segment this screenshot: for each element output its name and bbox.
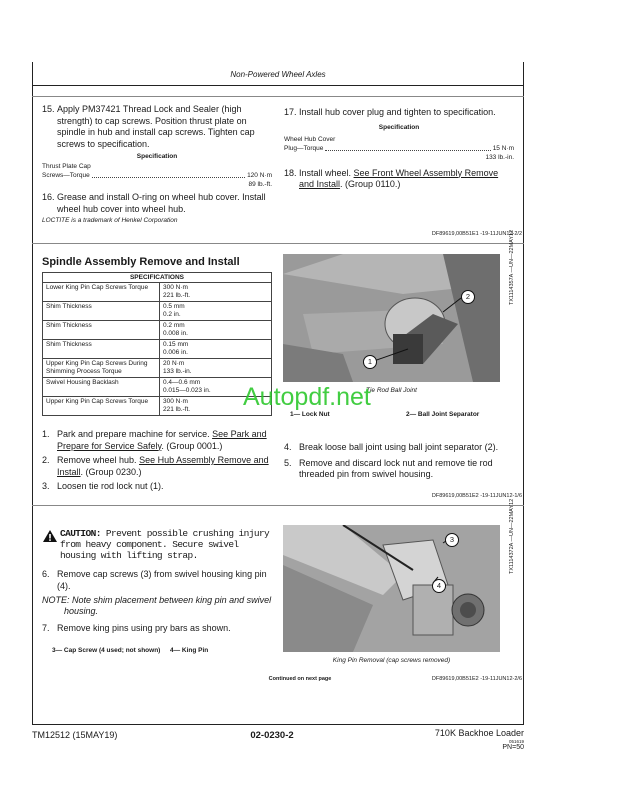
legend-king-pin: 4— King Pin xyxy=(170,647,209,654)
photo-caption-2: King Pin Removal (cap screws removed) xyxy=(332,657,451,664)
table-row: Swivel Housing Backlash 0.4—0.6 mm 0.015—0.023 in. xyxy=(43,378,272,397)
section2-bottom-rule xyxy=(32,505,524,506)
spec-name: Wheel Hub Cover xyxy=(284,135,336,143)
footer-right: 710K Backhoe Loader xyxy=(434,728,524,738)
footer-page-number: 02-0230-2 xyxy=(250,730,294,741)
spec-table-header: SPECIFICATIONS xyxy=(43,273,272,283)
spec-line: Screws—Torque 120 N·m xyxy=(42,172,272,179)
trademark-note: LOCTITE is a trademark of Henkel Corporation xyxy=(42,217,178,224)
photo-caption-1: Tie Rod Ball Joint xyxy=(366,387,417,394)
step-7: 7. Remove king pins using pry bars as shown. xyxy=(42,623,231,633)
page-header-title: Non-Powered Wheel Axles xyxy=(230,70,326,79)
table-row: Shim Thickness 0.2 mm 0.008 in. xyxy=(43,321,272,340)
step-17: 17. Install hub cover plug and tighten to specification. xyxy=(284,107,496,117)
spec-value-2: 89 lb.-ft. xyxy=(248,181,272,188)
spec-heading: Specification xyxy=(136,153,178,160)
section2-right-steps xyxy=(284,442,516,481)
callout-1: 1 xyxy=(363,355,377,369)
section1-left-col xyxy=(42,104,272,225)
step-15: 15. Apply PM37421 Thread Lock and Sealer (high strength) to cap screws. Position thrust plate on spindle in hub and install cap screws. Tighten cap screws to specification. xyxy=(42,104,255,149)
note-block: NOTE: Note shim placement between king pin and swivel housing. xyxy=(42,595,272,616)
continued-label: Continued on next page xyxy=(268,676,332,682)
tie-rod-illustration xyxy=(283,254,500,382)
section1-right-col xyxy=(284,107,514,191)
king-pin-photo xyxy=(283,525,500,652)
spec-table xyxy=(42,272,272,416)
step-3: 3. Loosen tie rod lock nut (1). xyxy=(42,481,164,491)
footer-right-small: 051619 xyxy=(508,739,524,744)
section2-ref: DF89619,00B51E2 -19-11JUN12-1/6 xyxy=(431,493,522,499)
header-rule xyxy=(32,85,524,86)
step-6: 6. Remove cap screws (3) from swivel housing king pin (4). xyxy=(42,569,267,591)
table-row: Upper King Pin Cap Screws During Shimming Process Torque 20 N·m 133 lb.-in. xyxy=(43,359,272,378)
caution-text: CAUTION: Prevent possible crushing injury from heavy component. Secure swivel housing with lifting strap. xyxy=(60,528,270,561)
caution-block xyxy=(42,528,274,561)
table-row: Shim Thickness 0.5 mm 0.2 in. xyxy=(43,302,272,321)
photo-id-1: TX1114357A —UN—22MAY12 xyxy=(509,229,515,305)
table-row: Upper King Pin Cap Screws Torque 300 N·m 221 lb.-ft. xyxy=(43,397,272,416)
step-18: 18. Install wheel. See Front Wheel Assembly Remove and Install. (Group 0110.) xyxy=(284,167,499,189)
watermark: Autopdf.net xyxy=(243,383,371,411)
step-2: 2. Remove wheel hub. See Hub Assembly Remove and Install. (Group 0230.) xyxy=(42,455,269,477)
link-hub-assembly[interactable]: See Hub Assembly Remove and Install xyxy=(57,455,269,477)
warning-icon xyxy=(42,529,58,543)
frame-left xyxy=(32,62,33,724)
step-1: 1. Park and prepare machine for service. See Park and Prepare for Service Safely. (Group 0001.) xyxy=(42,429,267,451)
callout-3: 3 xyxy=(445,533,459,547)
link-park-prepare[interactable]: See Park and Prepare for Service Safely xyxy=(57,429,267,451)
section1-ref: DF89619,00B51E1 -19-11JUN12-2/2 xyxy=(431,231,522,237)
tie-rod-photo xyxy=(283,254,500,382)
table-row: Shim Thickness 0.15 mm 0.006 in. xyxy=(43,340,272,359)
link-front-wheel[interactable]: See Front Wheel Assembly Remove and Install xyxy=(299,167,499,189)
legend-lock-nut: 1— Lock Nut xyxy=(290,411,330,418)
callout-4: 4 xyxy=(432,579,446,593)
spec-value-2: 133 lb.-in. xyxy=(485,153,514,161)
king-pin-illustration xyxy=(283,525,500,652)
section2-title: Spindle Assembly Remove and Install xyxy=(42,256,240,268)
legend-cap-screw: 3— Cap Screw (4 used; not shown) xyxy=(52,647,161,654)
footer-left: TM12512 (15MAY19) xyxy=(32,730,118,740)
footer-rule xyxy=(32,724,524,725)
footer-pn: PN=50 xyxy=(502,744,524,751)
frame-right xyxy=(523,62,524,724)
photo-id-2: TX1114372A —UN—22MAY12 xyxy=(509,498,515,574)
legend-ball-joint-separator: 2— Ball Joint Separator xyxy=(406,411,480,418)
section3-ref: DF89619,00B51E2 -19-11JUN12-2/6 xyxy=(431,676,522,682)
spec-name: Thrust Plate Cap xyxy=(42,163,91,170)
spec-line: Plug—Torque 15 N·m xyxy=(284,144,514,152)
section1-top-rule xyxy=(32,96,524,97)
step-5: 5. Remove and discard lock nut and remove tie rod threaded pin from swivel housing. xyxy=(284,457,493,479)
callout-2: 2 xyxy=(461,290,475,304)
step-4: 4. Break loose ball joint using ball joint separator (2). xyxy=(284,442,499,452)
spec-heading: Specification xyxy=(378,123,420,131)
section3-steps xyxy=(42,569,274,635)
section2-left-steps xyxy=(42,429,274,493)
section1-bottom-rule xyxy=(32,243,524,244)
step-16: 16. Grease and install O-ring on wheel hub cover. Install wheel hub cover into wheel hub. xyxy=(42,192,266,214)
table-row: Lower King Pin Cap Screws Torque 300 N·m 221 lb.-ft. xyxy=(43,283,272,302)
